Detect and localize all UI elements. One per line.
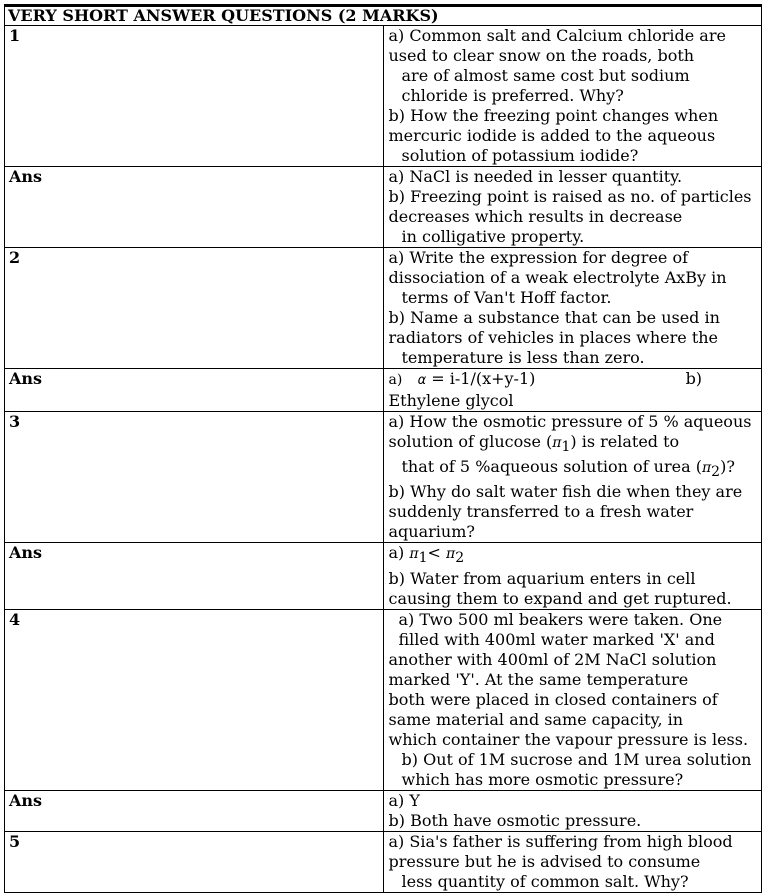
row-label: 5 <box>5 831 384 892</box>
question-text <box>383 26 762 167</box>
text-segment: ) is related to <box>570 432 680 451</box>
row-label: Ans <box>5 369 384 412</box>
question-row-3 <box>5 412 762 543</box>
text-line <box>389 412 760 457</box>
text-line: terms of Van't Hoff factor. <box>401 288 612 307</box>
question-sheet <box>4 4 762 893</box>
section-heading: VERY SHORT ANSWER QUESTIONS (2 MARKS) <box>5 7 762 26</box>
text-segment: < <box>427 543 446 563</box>
text-line: a) Write the expression for degree of dissociation of a weak electrolyte AxBy in <box>388 248 727 287</box>
answer-text <box>383 790 762 831</box>
text-line: which container the vapour pressure is less. <box>388 729 749 749</box>
row-label: Ans <box>5 543 384 609</box>
text-line: a) Y <box>388 790 420 810</box>
answer-row-4 <box>5 790 762 831</box>
text-line: b) How the freezing point changes when mercuric iodide is added to the aqueous <box>388 106 719 145</box>
text-line <box>389 457 760 482</box>
question-text <box>383 412 762 543</box>
questions-table <box>4 6 762 893</box>
row-label: Ans <box>5 790 384 831</box>
subscript: 2 <box>711 464 721 481</box>
text-line <box>389 543 760 568</box>
text-line: b) Freezing point is raised as no. of particles decreases which results in decrease <box>388 187 752 226</box>
text-segment: that of 5 %aqueous solution of urea ( <box>401 457 702 477</box>
row-label: 3 <box>5 412 384 543</box>
answer-b-text: b) Ethylene glycol <box>388 369 703 410</box>
pi-symbol: π <box>701 460 712 477</box>
text-segment: a) <box>388 543 410 563</box>
row-label: 4 <box>5 609 384 790</box>
text-line: a) Two 500 ml beakers were taken. One filled with 400ml water marked 'X' and <box>398 609 723 649</box>
question-row-1 <box>5 26 762 167</box>
alpha-symbol: α <box>417 373 427 388</box>
text-line: b) Both have osmotic pressure. <box>388 810 642 830</box>
question-text <box>383 248 762 369</box>
question-text <box>383 609 762 790</box>
text-segment: )? <box>720 457 735 477</box>
answer-a-expression: = i-1/(x+y-1) <box>426 369 536 388</box>
text-line: aquarium? <box>388 522 475 542</box>
question-text <box>383 831 762 892</box>
question-row-5 <box>5 831 762 892</box>
text-line: b) Water from aquarium enters in cell causing them to expand and get ruptured. <box>388 568 732 608</box>
text-line: a) Sia's father is suffering from high blood pressure but he is advised to consume <box>388 831 733 871</box>
text-line: temperature is less than zero. <box>401 348 645 367</box>
answer-text <box>383 543 762 609</box>
question-row-2 <box>5 248 762 369</box>
row-label: 2 <box>5 248 384 369</box>
answer-row-2 <box>5 369 762 412</box>
answer-row-3 <box>5 543 762 609</box>
pi-symbol: π <box>446 546 456 563</box>
subscript: 1 <box>561 439 571 456</box>
text-line: a) NaCl is needed in lesser quantity. <box>388 167 683 186</box>
answer-text <box>383 167 762 248</box>
text-line: b) Name a substance that can be used in radiators of vehicles in places where the <box>388 308 720 347</box>
text-line: are of almost same cost but sodium chloride is preferred. Why? <box>401 66 690 105</box>
question-row-4 <box>5 609 762 790</box>
answer-a-prefix: a) <box>388 372 403 388</box>
text-line: solution of potassium iodide? <box>401 146 639 165</box>
text-line: b) Why do salt water fish die when they are suddenly transferred to a fresh water <box>388 482 743 522</box>
row-label: Ans <box>5 167 384 248</box>
subscript: 2 <box>455 550 465 567</box>
pi-symbol: π <box>409 546 419 563</box>
answer-row-1 <box>5 167 762 248</box>
text-line: another with 400ml of 2M NaCl solution marked 'Y'. At the same temperature <box>388 649 717 689</box>
text-segment: a) How the osmotic pressure of 5 % aqueous solution of glucose ( <box>388 412 752 451</box>
pi-symbol: π <box>552 435 562 451</box>
text-line: less quantity of common salt. Why? <box>401 871 689 891</box>
answer-text <box>383 369 762 412</box>
text-line: a) Common salt and Calcium chloride are used to clear snow on the roads, both <box>388 26 726 65</box>
subscript: 1 <box>418 550 428 567</box>
row-label: 1 <box>5 26 384 167</box>
table-header-row <box>5 7 762 26</box>
text-line: b) Out of 1M sucrose and 1M urea solution which has more osmotic pressure? <box>401 749 752 789</box>
text-line: in colligative property. <box>401 227 585 246</box>
text-line: both were placed in closed containers of same material and same capacity, in <box>388 689 718 729</box>
